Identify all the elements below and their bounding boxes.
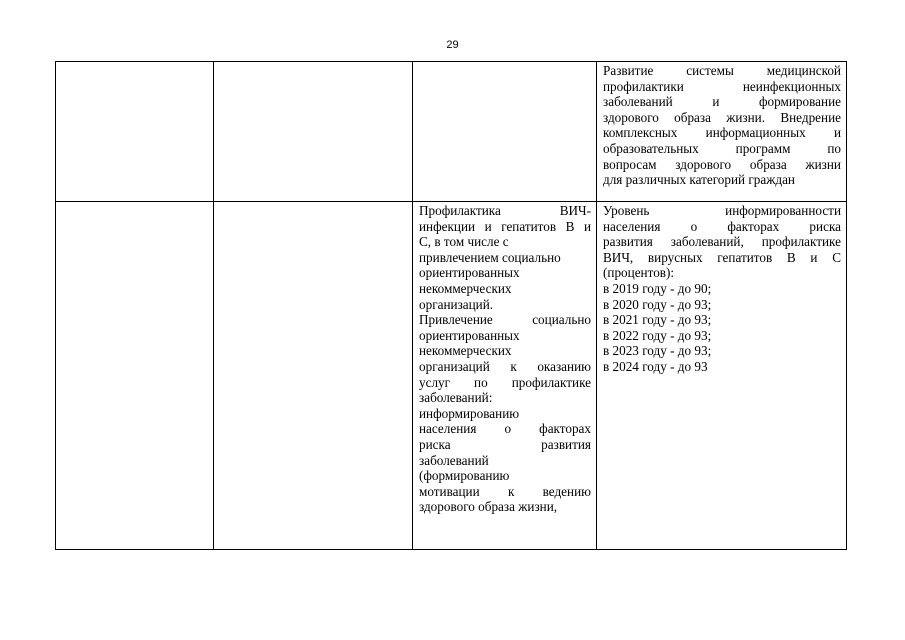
text-line: профилактики неинфекционных (603, 78, 841, 94)
text-line: Уровень информированности (603, 203, 841, 218)
text-line: привлечением социально (419, 249, 561, 265)
text-line: для различных категорий граждан (603, 172, 795, 188)
page-number: 29 (446, 39, 459, 51)
text-line: населения о факторах риска (603, 218, 841, 234)
text-line: заболеваний и формирование (603, 94, 841, 110)
text-line: организаций. (419, 296, 494, 312)
target-value: в 2024 году - до 93 (603, 358, 708, 374)
target-value: в 2019 году - до 90; (603, 280, 712, 296)
text-line: организаций к оказанию (419, 358, 591, 374)
target-value: в 2022 году - до 93; (603, 327, 712, 343)
table-cell-activity (413, 202, 597, 550)
text-line: комплексных информационных и (603, 125, 841, 141)
text-line: (формированию (419, 468, 510, 484)
table-cell-measures (597, 62, 847, 202)
program-table (55, 61, 847, 550)
text-line: развития заболеваний, профилактике (603, 234, 841, 250)
text-line: здорового образа жизни, (419, 499, 558, 515)
table-cell-empty (214, 202, 413, 550)
text-line: С, в том числе с (419, 234, 509, 250)
target-value: в 2023 году - до 93; (603, 343, 712, 359)
text-line: услуг по профилактике (419, 374, 591, 390)
text-line: здорового образа жизни. Внедрение (603, 109, 841, 125)
text-line: вопросам здорового образа жизни (603, 156, 841, 172)
table-row (56, 202, 847, 550)
text-line: Развитие системы медицинской (603, 63, 841, 78)
text-line: риска развития (419, 436, 591, 452)
text-line: мотивации к ведению (419, 483, 591, 499)
table-cell-empty (214, 62, 413, 202)
text-line: ориентированных (419, 265, 520, 281)
text-line: ориентированных (419, 327, 520, 343)
text-line: Привлечение социально (419, 312, 591, 328)
text-line: некоммерческих (419, 280, 512, 296)
text-line: образовательных программ по (603, 140, 841, 156)
text-line: Профилактика ВИЧ- (419, 203, 591, 218)
text-line: информированию (419, 405, 520, 421)
table-row (56, 62, 847, 202)
table-cell-empty (56, 62, 214, 202)
text-line: инфекции и гепатитов В и (419, 218, 591, 234)
target-value: в 2021 году - до 93; (603, 312, 712, 328)
text-line: ВИЧ, вирусных гепатитов В и С (603, 249, 841, 265)
table-cell-empty (413, 62, 597, 202)
text-line: (процентов): (603, 265, 675, 281)
text-line: заболеваний (419, 452, 489, 468)
text-line: заболеваний: (419, 390, 493, 406)
table-cell-indicators (597, 202, 847, 550)
text-line: населения о факторах (419, 421, 591, 437)
target-value: в 2020 году - до 93; (603, 296, 712, 312)
table-cell-empty (56, 202, 214, 550)
text-line: некоммерческих (419, 343, 512, 359)
